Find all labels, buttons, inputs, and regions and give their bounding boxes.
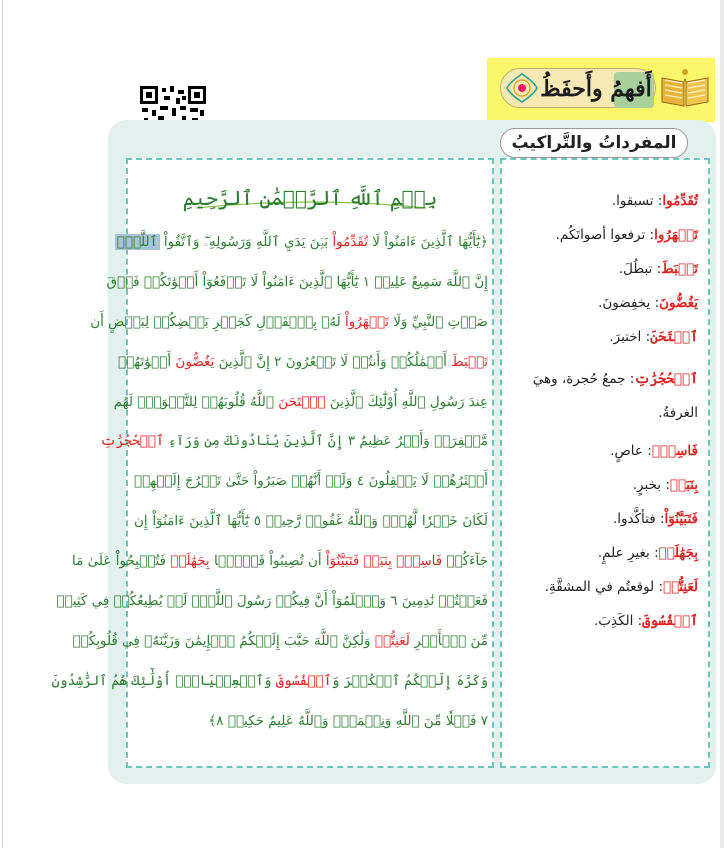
verse-line-4: تَحۡبَطَ أَعۡمَٰلُكُمۡ وَأَنتُمۡ لَا تَشۡعُرُونَ ٢ إِنَّ ٱلَّذِينَ يَغُضُّونَ أَصۡوَٰتَهُمۡ xyxy=(118,353,488,370)
verse-line-6: مَّغۡفِرَةٞ وَأَجۡرٌ عَظِيمٌ ٣ إِنَّ ٱلَّذِينَ يُنَادُونَكَ مِن وَرَآءِ ٱلۡحُجُرَٰتِ xyxy=(100,433,488,450)
verse-line-13: ٧ فَضۡلٗا مِّنَ ٱللَّهِ وَنِعۡمَةٗۚ وَٱللَّهُ عَلِيمٌ حَكِيمٞ ٨﴾ xyxy=(208,712,488,729)
verse-line-11: مِّنَ ٱلۡأَمۡرِ لَعَنِتُّمۡ وَلَٰكِنَّ ٱللَّهَ حَبَّبَ إِلَيۡكُمُ ٱلۡإِيمَٰنَ وَزَيَّنَهُۥ فِي قُلُوبِكُمۡ xyxy=(72,632,488,649)
verse-line-9: جَآءَكُمۡ فَاسِقُۢ بِنَبَإٖ فَتَبَيَّنُوٓاْ أَن تُصِيبُواْ قَوۡمَۢا بِجَهَٰلَةٖ فَتُصۡبِحُواْ عَلَىٰ مَا xyxy=(72,553,488,570)
vocab-item: تَجۡهَرُوا: ترفعوا أصواتَكُم. xyxy=(555,227,698,243)
page-left-edge xyxy=(2,0,3,848)
vocab-item: ٱمۡتَحَنَ: اختبرَ. xyxy=(609,329,698,345)
open-book-icon xyxy=(660,66,710,110)
verse-line-12: وَكَرَّهَ إِلَيۡكُمُ ٱلۡكُفۡرَ وَٱلۡفُسُوقَ وَٱلۡعِصۡيَانَۚ أُوْلَٰٓئِكَ هُمُ ٱلرَّٰشِدُونَ xyxy=(51,672,488,689)
vocab-item: يَغُضُّونَ: يخفِضونَ. xyxy=(598,295,698,311)
vocab-list xyxy=(512,192,698,646)
vocab-item: تُقَدِّمُوا: تسبقوا. xyxy=(611,193,698,209)
vocab-item: ٱلۡحُجُرَٰتِ: جمعُ حُجرة، وهيَ الغرفةُ. xyxy=(532,371,698,421)
verse-line-5: عِندَ رَسُولِ ٱللَّهِ أُوْلَٰٓئِكَ ٱلَّذِينَ ٱمۡتَحَنَ ٱللَّهُ قُلُوبَهُمۡ لِلتَّقۡوَىٰۚ لَهُم xyxy=(113,393,488,410)
verse-line-7: أَكۡثَرُهُمۡ لَا يَعۡقِلُونَ ٤ وَلَوۡ أَنَّهُمۡ صَبَرُواْ حَتَّىٰ تَخۡرُجَ إِلَيۡهِمۡ xyxy=(134,473,488,490)
vocab-item: ٱلۡفُسُوقَ: الكَذِبَ. xyxy=(593,613,698,629)
vocab-item: فَتَبَيَّنُوٓاْ: فتأكَّدوا. xyxy=(612,511,698,527)
vocab-item: بِنَبَإٖ: بخبرٍ. xyxy=(632,477,698,493)
vocab-item: تَحۡبَطَ: تبطُلَ. xyxy=(618,261,698,277)
vocab-item: لَعَنِتُّمۡ: لوقعتُم في المشقَّةِ. xyxy=(544,579,698,595)
verse-line-10: فَعَلۡتُمۡ نَٰدِمِينَ ٦ وَٱعۡلَمُوٓاْ أَنَّ فِيكُمۡ رَسُولَ ٱللَّهِۚ لَوۡ يُطِيعُكُمۡ فِي كَثِيرٖ xyxy=(56,593,488,610)
verse-line-1: ﴿يَٰٓأَيُّهَا ٱلَّذِينَ ءَامَنُواْ لَا تُقَدِّمُواْ بَيۡنَ يَدَيِ ٱللَّهِ وَرَسُولِهِۦۖ وَٱتَّقُواْ ٱللَّهَۚ xyxy=(116,234,488,250)
basmala: بِسۡمِ ٱللَّهِ ٱلرَّحۡمَٰنِ ٱلرَّحِيمِ xyxy=(182,186,438,210)
verse-line-3: صَوۡتِ ٱلنَّبِيِّ وَلَا تَجۡهَرُواْ لَهُۥ بِٱلۡقَوۡلِ كَجَهۡرِ بَعۡضِكُمۡ لِبَعۡضٍ أَن xyxy=(90,313,488,330)
verse-line-2: إِنَّ ٱللَّهَ سَمِيعٌ عَلِيمٞ ١ يَٰٓأَيُّهَا ٱلَّذِينَ ءَامَنُواْ لَا تَرۡفَعُوٓاْ أَصۡوَٰتَكُمۡ فَوۡقَ xyxy=(106,273,488,290)
page-right-edge xyxy=(720,0,724,848)
ornament-icon xyxy=(505,72,539,104)
highlighted-word: ٱللَّهَۚ xyxy=(116,234,158,250)
vocab-item: فَاسِقُۢ: عاصٍ. xyxy=(610,443,698,459)
section-title: أَفهمُ وأَحفَظُ xyxy=(540,76,652,102)
vocab-item: بِجَهَٰلَةٖ: بغيرِ علمٍ. xyxy=(597,545,698,561)
verse-line-8: لَكَانَ خَيۡرٗا لَّهُمۡۚ وَٱللَّهُ غَفُورٞ رَّحِيمٞ ٥ يَٰٓأَيُّهَا ٱلَّذِينَ ءَامَنُوٓاْ إِن xyxy=(134,513,488,530)
quran-verses xyxy=(51,223,488,742)
vocab-title: المفرداتُ والتَّراكيبُ xyxy=(511,133,677,153)
